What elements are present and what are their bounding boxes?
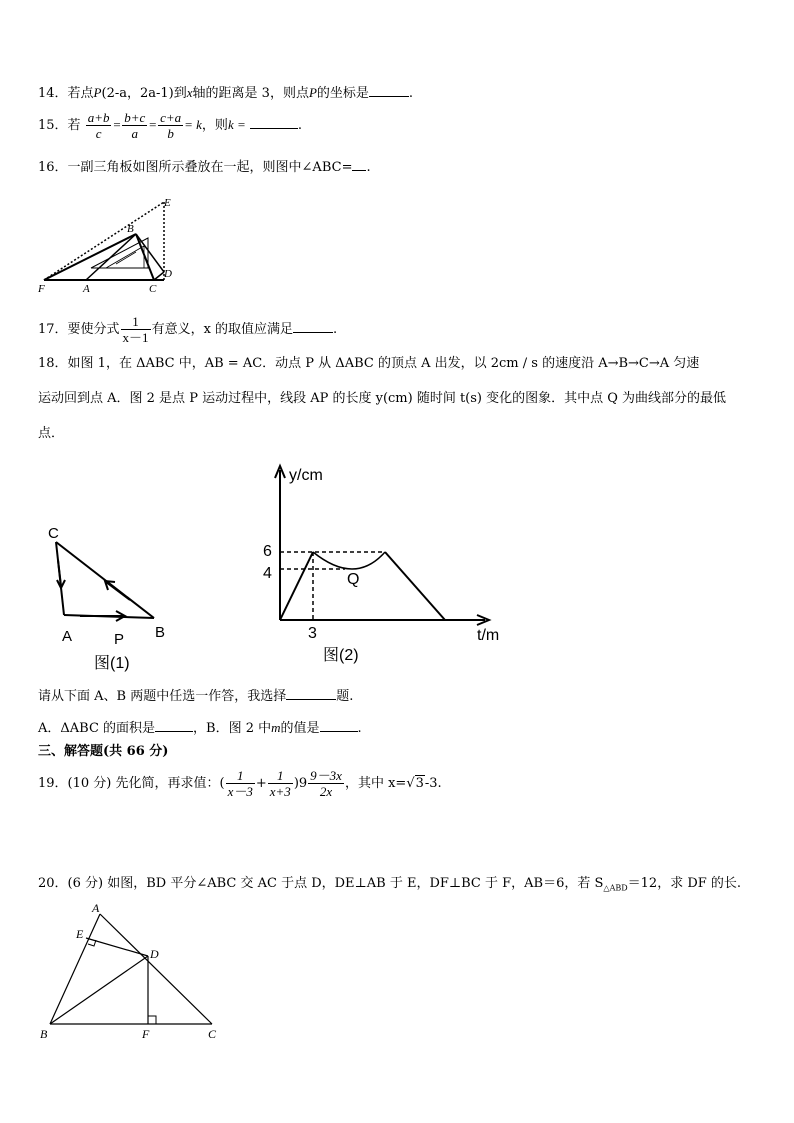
fraction: $\frac{c+a}{b}$ [160,110,182,141]
label-A: A [92,901,100,915]
section-heading: 三、解答题(共 66 分) [38,744,169,759]
label-D: D [164,268,172,280]
question-16: 16．一副三角板如图所示叠放在一起，则图中∠ABC= . [38,160,371,175]
question-19: 19．(10 分) 先化简，再求值：( $\frac{1}{x-3}$ + $\frac{1}{x+3}$ )9 $\frac{9-3x}{2x}$ ，其中 x=√3-3. [38,768,442,799]
label-E: E [164,197,171,209]
fraction: $\frac{a+b}{c}$ [87,110,110,141]
label-B: B [127,223,134,235]
label-C: C [48,525,59,542]
fraction: $\frac{1}{x-1}$ [122,314,149,345]
x-axis-label: t/m [477,627,500,644]
fraction: $\frac{1}{x-3}$ [227,768,253,799]
answer-blank[interactable] [369,84,409,97]
caption: 图(2) [323,647,359,664]
question-18-line-1: 18．如图 1，在 ΔABC 中，AB = AC．动点 P 从 ΔABC 的顶点 A 出发，以 2cm / s 的速度沿 A→B→C→A 匀速 [38,356,700,371]
question-14: 14．若点P(2-a，2a-1)到x轴的距离是 3，则点P的坐标是 . [38,85,414,101]
question-a-b: A．ΔABC 的面积是 ，B．图 2 中m的值是 . [38,720,362,736]
answer-blank[interactable] [320,719,358,732]
fraction: $\frac{b+c}{a}$ [124,110,146,141]
label-Q: Q [347,571,360,588]
tick-3: 3 [308,625,317,642]
fraction: $\frac{1}{x+3}$ [269,768,291,799]
figure-1-triangle [40,520,180,670]
square-root: √3 [406,776,424,791]
label-B: B [155,624,166,641]
figure-16-set-squares [36,194,196,294]
question-17: 17．要使分式 $\frac{1}{x-1}$ 有意义，x 的取值应满足 . [38,314,338,345]
question-18-line-2: 运动回到点 A．图 2 是点 P 运动过程中，线段 AP 的长度 y(cm) 随时间 t(s) 变化的图象．其中点 Q 为曲线部分的最低 [38,391,727,406]
label-P: P [114,631,125,648]
label-E: E [76,927,84,941]
figure-20-triangle [36,900,236,1050]
label-B: B [40,1027,48,1041]
caption: 图(1) [94,655,130,672]
label-F: F [142,1027,150,1041]
answer-blank[interactable] [286,687,336,700]
tick-6: 6 [263,543,272,560]
choose-instruction: 请从下面 A、B 两题中任选一作答，我选择 题. [38,689,354,704]
answer-blank[interactable] [250,116,298,129]
question-18-line-3: 点． [38,426,65,441]
figure-2-graph [255,462,515,672]
label-D: D [150,947,159,961]
answer-blank[interactable] [155,719,193,732]
label-C: C [208,1027,217,1041]
answer-blank[interactable] [352,158,366,171]
tick-4: 4 [263,565,272,582]
y-axis-label: y/cm [289,467,323,484]
label-F: F [38,283,45,295]
question-20: 20．(6 分) 如图，BD 平分∠ABC 交 AC 于点 D，DE⊥AB 于 E，DF⊥BC 于 F，AB＝6，若 $S_{\triangle ABD}=12$，求 DF 的长. [38,876,742,893]
label-A: A [62,628,73,645]
answer-blank[interactable] [293,320,333,333]
fraction: $\frac{9-3x}{2x}$ [310,768,342,799]
label-C: C [149,283,157,295]
label-A: A [83,283,90,295]
question-15: 15．若 $\frac{a+b}{c}$ = $\frac{b+c}{a}$ = $\frac{c+a}{b}$ = k，则k = . [38,110,303,141]
